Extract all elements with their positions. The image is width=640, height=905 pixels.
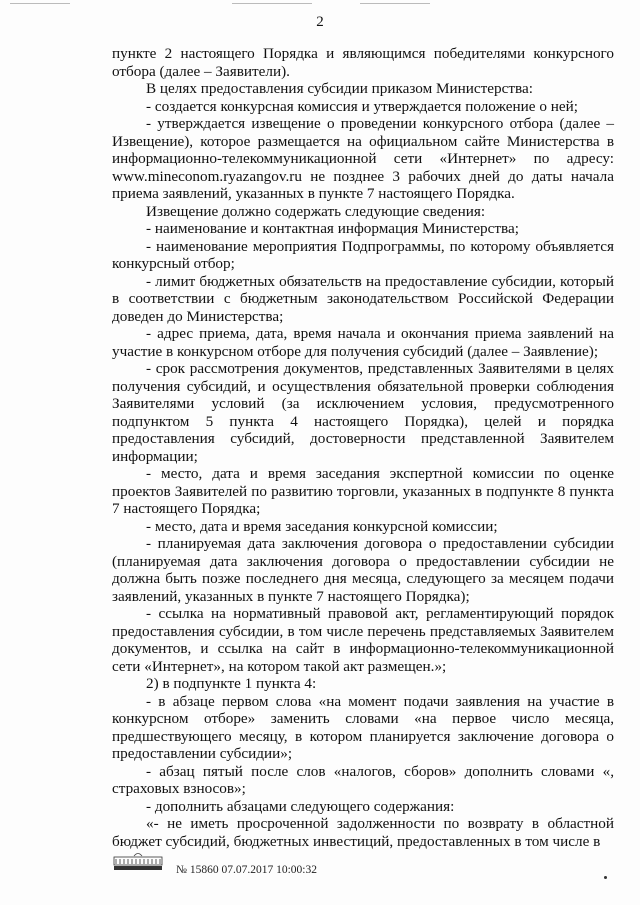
document-body [112, 45, 614, 850]
paragraph: «- не иметь просроченной задолженности по возврату в областной бюджет субсидий, бюджетных инвестиций, предоставленных в том числе в [112, 815, 614, 850]
page-number: 2 [316, 14, 324, 30]
scan-edge-line [10, 3, 70, 4]
paragraph: - создается конкурсная комиссия и утверждается положение о ней; [146, 97, 578, 115]
paragraph: - адрес приема, дата, время начала и окончания приема заявлений на участие в конкурсном отборе для получения субсидий (далее – Заявление); [112, 325, 614, 360]
paragraph: - место, дата и время заседания конкурсной комиссии; [146, 517, 498, 535]
scan-edge-line [232, 3, 312, 4]
paragraph: - наименование и контактная информация Министерства; [146, 220, 519, 237]
paragraph: - ссылка на нормативный правовой акт, регламентирующий порядок предоставления субсидии, в том числе перечень представляемых Заявителем документов, и ссылка на сайт в информационно-телекоммуникационной сети «Интернет», на котором такой акт размещен.»; [112, 605, 614, 675]
paragraph: - лимит бюджетных обязательств на предоставление субсидии, который в соответствии с бюджетным законодательством Российской Федерации доведен до Министерства; [112, 272, 614, 325]
paragraph: - дополнить абзацами следующего содержания: [146, 797, 455, 815]
paragraph: Извещение должно содержать следующие сведения: [146, 202, 486, 220]
paragraph: 2) в подпункте 1 пункта 4: [146, 675, 317, 692]
paragraph: - планируемая дата заключения договора о предоставлении субсидии (планируемая дата заключения договора о предоставлении субсидии не должна быть позже последнего дня месяца, следующего за месяцем подачи заявлений, указанных в пункте 7 настоящего Порядка); [112, 535, 614, 605]
scan-dot [604, 876, 607, 879]
paragraph: В целях предоставления субсидии приказом Министерства: [146, 80, 533, 97]
paragraph: - срок рассмотрения документов, представленных Заявителями в целях получения субсидий, и осуществления обязательной проверки соблюдения Заявителями условий (за исключением условия, предусмотренного подпунктом 5 пункта 4 настоящего Порядка), целей и порядка предоставления субсидий, достоверности представленной Заявителем информации; [112, 360, 614, 465]
paragraph: - абзац пятый после слов «налогов, сборов» дополнить словами «, страховых взносов»; [112, 762, 614, 797]
paragraph: - наименование мероприятия Подпрограммы, по которому объявляется конкурсный отбор; [112, 237, 614, 272]
registration-number: № 15860 07.07.2017 10:00:32 [176, 864, 317, 876]
paragraph: - в абзаце первом слова «на момент подачи заявления на участие в конкурсном отборе» заменить словами «на первое число месяца, предшествующего месяцу, в котором планируется заключение договора о предоставлении субсидии»; [112, 692, 614, 762]
paragraph: - место, дата и время заседания экспертной комиссии по оценке проектов Заявителей по развитию торговли, указанных в подпункте 8 пункта 7 настоящего Порядка; [112, 465, 614, 517]
paragraph: - утверждается извещение о проведении конкурсного отбора (далее – Извещение), которое размещается на официальном сайте Министерства в информационно-телекоммуникационной сети «Интернет» по адресу: www.mineconom.ryazangov.ru не позднее 3 рабочих дней до даты начала приема заявлений, указанных в пункте 7 настоящего Порядка. [112, 115, 614, 202]
scan-edge-line [360, 3, 430, 4]
paragraph: пункте 2 настоящего Порядка и являющимся победителями конкурсного отбора (далее – Заявители). [112, 45, 614, 80]
emblem-stamp-icon [112, 851, 164, 871]
